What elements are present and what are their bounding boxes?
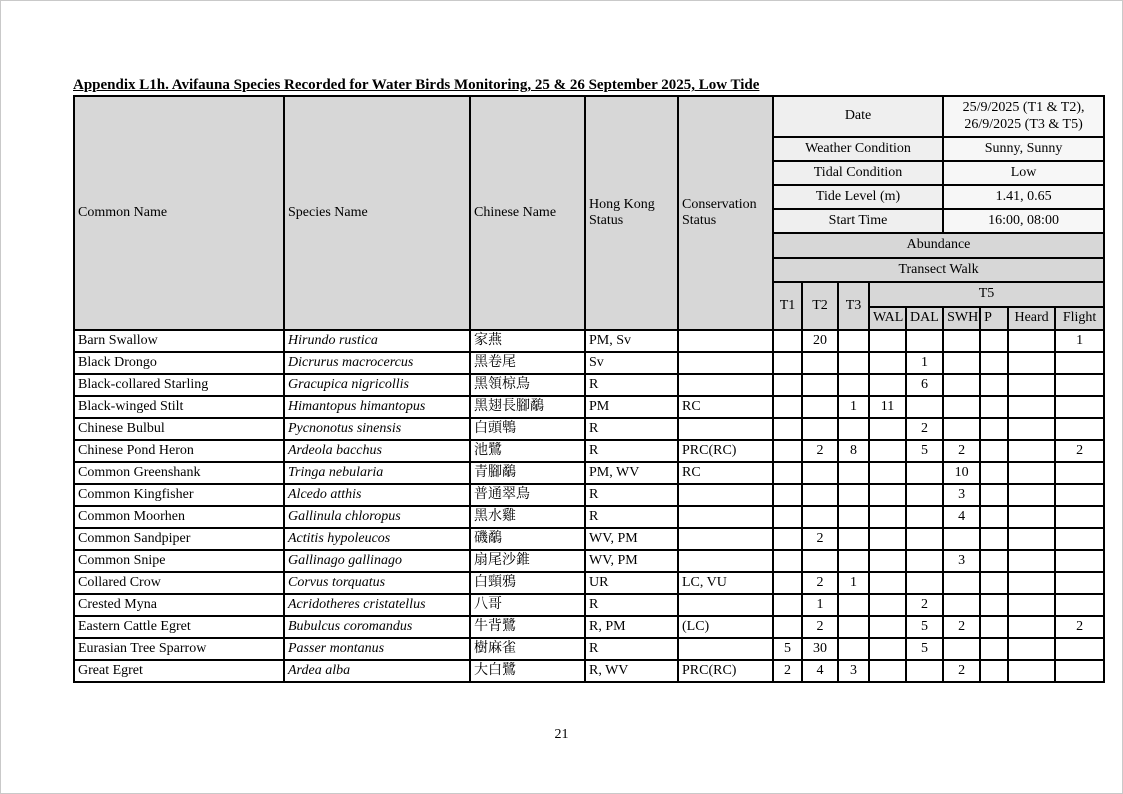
- cell-wal: [869, 594, 906, 616]
- cell-conservation-status: RC: [678, 396, 773, 418]
- cell-conservation-status: [678, 374, 773, 396]
- cell-flight: [1055, 396, 1104, 418]
- cell-p: [980, 616, 1008, 638]
- table-row: [74, 550, 1104, 572]
- cell-flight: [1055, 374, 1104, 396]
- cell-t2: 1: [802, 594, 838, 616]
- cell-t1: [773, 484, 802, 506]
- cell-hong-kong-status: R, PM: [585, 616, 678, 638]
- cell-t3: [838, 638, 869, 660]
- cell-t1: [773, 594, 802, 616]
- cell-heard: [1008, 506, 1055, 528]
- cell-t3: [838, 330, 869, 352]
- header-dal: DAL: [906, 307, 943, 330]
- cell-dal: 2: [906, 418, 943, 440]
- cell-common-name: Barn Swallow: [74, 330, 284, 352]
- header-flight: Flight: [1055, 307, 1104, 330]
- info-label-date: Date: [773, 96, 943, 137]
- cell-dal: [906, 506, 943, 528]
- cell-heard: [1008, 462, 1055, 484]
- table-row: [74, 374, 1104, 396]
- cell-common-name: Common Snipe: [74, 550, 284, 572]
- cell-common-name: Chinese Bulbul: [74, 418, 284, 440]
- cell-heard: [1008, 374, 1055, 396]
- cell-species-name: Himantopus himantopus: [284, 396, 470, 418]
- cell-swh: [943, 352, 980, 374]
- cell-heard: [1008, 594, 1055, 616]
- cell-t3: [838, 418, 869, 440]
- cell-common-name: Chinese Pond Heron: [74, 440, 284, 462]
- cell-flight: 1: [1055, 330, 1104, 352]
- header-chinese-name: Chinese Name: [470, 96, 585, 330]
- cell-heard: [1008, 330, 1055, 352]
- cell-common-name: Common Greenshank: [74, 462, 284, 484]
- header-t2: T2: [802, 282, 838, 330]
- cell-p: [980, 462, 1008, 484]
- cell-swh: 4: [943, 506, 980, 528]
- cell-dal: [906, 484, 943, 506]
- cell-flight: 2: [1055, 440, 1104, 462]
- cell-wal: [869, 572, 906, 594]
- header-swh: SWH: [943, 307, 980, 330]
- cell-species-name: Bubulcus coromandus: [284, 616, 470, 638]
- cell-t1: 5: [773, 638, 802, 660]
- cell-common-name: Common Moorhen: [74, 506, 284, 528]
- info-value-tidal-condition: Low: [943, 161, 1104, 185]
- cell-t2: [802, 550, 838, 572]
- cell-dal: 2: [906, 594, 943, 616]
- cell-common-name: Eurasian Tree Sparrow: [74, 638, 284, 660]
- cell-heard: [1008, 638, 1055, 660]
- cell-chinese-name: 池鷺: [470, 440, 585, 462]
- cell-common-name: Black-collared Starling: [74, 374, 284, 396]
- cell-conservation-status: [678, 550, 773, 572]
- header-t5: T5: [869, 282, 1104, 307]
- cell-t1: [773, 550, 802, 572]
- cell-t1: [773, 440, 802, 462]
- cell-chinese-name: 黑卷尾: [470, 352, 585, 374]
- cell-heard: [1008, 528, 1055, 550]
- cell-flight: [1055, 418, 1104, 440]
- cell-t3: 1: [838, 572, 869, 594]
- cell-conservation-status: LC, VU: [678, 572, 773, 594]
- cell-hong-kong-status: PM, Sv: [585, 330, 678, 352]
- cell-t2: [802, 484, 838, 506]
- info-value-tide-level: 1.41, 0.65: [943, 185, 1104, 209]
- cell-p: [980, 418, 1008, 440]
- cell-heard: [1008, 572, 1055, 594]
- cell-wal: [869, 660, 906, 682]
- header-transect-walk: Transect Walk: [773, 258, 1104, 282]
- cell-dal: [906, 528, 943, 550]
- cell-wal: 11: [869, 396, 906, 418]
- table-row: [74, 418, 1104, 440]
- cell-conservation-status: [678, 638, 773, 660]
- cell-species-name: Acridotheres cristatellus: [284, 594, 470, 616]
- table-row: [74, 352, 1104, 374]
- cell-wal: [869, 550, 906, 572]
- cell-conservation-status: [678, 484, 773, 506]
- species-table-header: [74, 96, 1104, 330]
- cell-conservation-status: [678, 506, 773, 528]
- species-table-body: [74, 330, 1104, 682]
- cell-swh: 2: [943, 616, 980, 638]
- cell-p: [980, 440, 1008, 462]
- cell-heard: [1008, 396, 1055, 418]
- cell-chinese-name: 八哥: [470, 594, 585, 616]
- cell-dal: 6: [906, 374, 943, 396]
- cell-dal: 5: [906, 638, 943, 660]
- cell-common-name: Collared Crow: [74, 572, 284, 594]
- cell-chinese-name: 牛背鷺: [470, 616, 585, 638]
- info-label-tide-level: Tide Level (m): [773, 185, 943, 209]
- cell-wal: [869, 462, 906, 484]
- table-row: [74, 330, 1104, 352]
- cell-species-name: Ardea alba: [284, 660, 470, 682]
- cell-t2: 2: [802, 440, 838, 462]
- cell-dal: [906, 462, 943, 484]
- table-row: [74, 484, 1104, 506]
- cell-dal: [906, 396, 943, 418]
- info-value-date: 25/9/2025 (T1 & T2), 26/9/2025 (T3 & T5): [943, 96, 1104, 137]
- cell-conservation-status: [678, 418, 773, 440]
- cell-species-name: Ardeola bacchus: [284, 440, 470, 462]
- cell-conservation-status: [678, 352, 773, 374]
- info-label-weather: Weather Condition: [773, 137, 943, 161]
- cell-conservation-status: [678, 594, 773, 616]
- cell-swh: [943, 572, 980, 594]
- cell-common-name: Eastern Cattle Egret: [74, 616, 284, 638]
- cell-flight: 2: [1055, 616, 1104, 638]
- cell-common-name: Common Sandpiper: [74, 528, 284, 550]
- cell-flight: [1055, 660, 1104, 682]
- cell-hong-kong-status: R, WV: [585, 660, 678, 682]
- cell-swh: [943, 396, 980, 418]
- cell-dal: [906, 660, 943, 682]
- cell-hong-kong-status: R: [585, 594, 678, 616]
- cell-swh: [943, 374, 980, 396]
- cell-species-name: Gracupica nigricollis: [284, 374, 470, 396]
- header-p: P: [980, 307, 1008, 330]
- cell-heard: [1008, 484, 1055, 506]
- cell-t3: [838, 506, 869, 528]
- cell-dal: [906, 330, 943, 352]
- cell-conservation-status: RC: [678, 462, 773, 484]
- cell-t1: [773, 418, 802, 440]
- cell-chinese-name: 白頭鵯: [470, 418, 585, 440]
- cell-chinese-name: 黑領椋鳥: [470, 374, 585, 396]
- cell-t1: 2: [773, 660, 802, 682]
- cell-swh: [943, 594, 980, 616]
- cell-wal: [869, 616, 906, 638]
- cell-t2: 2: [802, 572, 838, 594]
- cell-hong-kong-status: R: [585, 506, 678, 528]
- cell-species-name: Tringa nebularia: [284, 462, 470, 484]
- cell-dal: 5: [906, 440, 943, 462]
- cell-common-name: Common Kingfisher: [74, 484, 284, 506]
- info-label-start-time: Start Time: [773, 209, 943, 233]
- cell-species-name: Dicrurus macrocercus: [284, 352, 470, 374]
- cell-heard: [1008, 660, 1055, 682]
- cell-swh: 2: [943, 660, 980, 682]
- cell-heard: [1008, 550, 1055, 572]
- cell-t2: [802, 418, 838, 440]
- table-row: [74, 638, 1104, 660]
- cell-species-name: Corvus torquatus: [284, 572, 470, 594]
- header-common-name: Common Name: [74, 96, 284, 330]
- cell-flight: [1055, 528, 1104, 550]
- cell-t3: 3: [838, 660, 869, 682]
- cell-p: [980, 572, 1008, 594]
- cell-flight: [1055, 550, 1104, 572]
- cell-wal: [869, 374, 906, 396]
- cell-flight: [1055, 462, 1104, 484]
- cell-t3: 8: [838, 440, 869, 462]
- cell-t2: 4: [802, 660, 838, 682]
- cell-hong-kong-status: UR: [585, 572, 678, 594]
- cell-t2: [802, 506, 838, 528]
- cell-p: [980, 506, 1008, 528]
- cell-t3: [838, 550, 869, 572]
- cell-wal: [869, 484, 906, 506]
- cell-p: [980, 352, 1008, 374]
- table-row: [74, 594, 1104, 616]
- cell-p: [980, 484, 1008, 506]
- cell-flight: [1055, 506, 1104, 528]
- cell-wal: [869, 638, 906, 660]
- cell-wal: [869, 440, 906, 462]
- cell-t3: [838, 594, 869, 616]
- cell-species-name: Actitis hypoleucos: [284, 528, 470, 550]
- cell-hong-kong-status: PM: [585, 396, 678, 418]
- cell-common-name: Black-winged Stilt: [74, 396, 284, 418]
- cell-p: [980, 396, 1008, 418]
- cell-p: [980, 330, 1008, 352]
- header-hong-kong-status: Hong Kong Status: [585, 96, 678, 330]
- header-t1: T1: [773, 282, 802, 330]
- cell-t3: [838, 374, 869, 396]
- cell-heard: [1008, 440, 1055, 462]
- cell-t2: 2: [802, 528, 838, 550]
- cell-t2: 2: [802, 616, 838, 638]
- cell-conservation-status: (LC): [678, 616, 773, 638]
- cell-flight: [1055, 594, 1104, 616]
- cell-t3: [838, 484, 869, 506]
- header-abundance: Abundance: [773, 233, 1104, 258]
- cell-t1: [773, 396, 802, 418]
- cell-species-name: Gallinago gallinago: [284, 550, 470, 572]
- cell-conservation-status: PRC(RC): [678, 660, 773, 682]
- cell-chinese-name: 青腳鷸: [470, 462, 585, 484]
- cell-species-name: Pycnonotus sinensis: [284, 418, 470, 440]
- cell-t1: [773, 506, 802, 528]
- page-title: Appendix L1h. Avifauna Species Recorded for Water Birds Monitoring, 25 & 26 September 2025, Low Tide: [73, 77, 760, 93]
- cell-chinese-name: 黑水雞: [470, 506, 585, 528]
- header-heard: Heard: [1008, 307, 1055, 330]
- cell-t3: [838, 528, 869, 550]
- cell-hong-kong-status: R: [585, 418, 678, 440]
- cell-heard: [1008, 616, 1055, 638]
- cell-hong-kong-status: R: [585, 440, 678, 462]
- cell-species-name: Passer montanus: [284, 638, 470, 660]
- cell-t2: [802, 374, 838, 396]
- info-label-tidal-condition: Tidal Condition: [773, 161, 943, 185]
- header-wal: WAL: [869, 307, 906, 330]
- cell-dal: 1: [906, 352, 943, 374]
- table-row: [74, 572, 1104, 594]
- cell-t1: [773, 374, 802, 396]
- table-row: [74, 528, 1104, 550]
- cell-t2: 20: [802, 330, 838, 352]
- cell-dal: [906, 550, 943, 572]
- cell-t1: [773, 462, 802, 484]
- cell-swh: [943, 528, 980, 550]
- cell-t3: [838, 352, 869, 374]
- cell-wal: [869, 418, 906, 440]
- cell-wal: [869, 506, 906, 528]
- header-conservation-status: Conservation Status: [678, 96, 773, 330]
- cell-common-name: Crested Myna: [74, 594, 284, 616]
- cell-wal: [869, 330, 906, 352]
- cell-t1: [773, 330, 802, 352]
- cell-chinese-name: 扇尾沙錐: [470, 550, 585, 572]
- cell-t3: [838, 462, 869, 484]
- cell-chinese-name: 白頸鴉: [470, 572, 585, 594]
- cell-p: [980, 550, 1008, 572]
- cell-hong-kong-status: R: [585, 638, 678, 660]
- cell-t2: [802, 396, 838, 418]
- cell-p: [980, 594, 1008, 616]
- table-row: [74, 462, 1104, 484]
- species-table: [73, 95, 1105, 683]
- cell-common-name: Black Drongo: [74, 352, 284, 374]
- table-row: [74, 616, 1104, 638]
- cell-t1: [773, 528, 802, 550]
- cell-chinese-name: 磯鷸: [470, 528, 585, 550]
- cell-t1: [773, 572, 802, 594]
- cell-hong-kong-status: Sv: [585, 352, 678, 374]
- cell-hong-kong-status: WV, PM: [585, 550, 678, 572]
- cell-p: [980, 528, 1008, 550]
- cell-heard: [1008, 352, 1055, 374]
- cell-t3: 1: [838, 396, 869, 418]
- cell-hong-kong-status: R: [585, 374, 678, 396]
- cell-p: [980, 638, 1008, 660]
- cell-swh: 2: [943, 440, 980, 462]
- cell-flight: [1055, 484, 1104, 506]
- header-t3: T3: [838, 282, 869, 330]
- cell-wal: [869, 528, 906, 550]
- cell-swh: 3: [943, 550, 980, 572]
- cell-flight: [1055, 638, 1104, 660]
- cell-conservation-status: [678, 528, 773, 550]
- cell-species-name: Hirundo rustica: [284, 330, 470, 352]
- cell-flight: [1055, 352, 1104, 374]
- cell-swh: [943, 330, 980, 352]
- cell-heard: [1008, 418, 1055, 440]
- cell-t2: [802, 352, 838, 374]
- cell-swh: [943, 418, 980, 440]
- cell-hong-kong-status: PM, WV: [585, 462, 678, 484]
- table-row: [74, 440, 1104, 462]
- cell-flight: [1055, 572, 1104, 594]
- header-species-name: Species Name: [284, 96, 470, 330]
- cell-t1: [773, 352, 802, 374]
- cell-chinese-name: 普通翠鳥: [470, 484, 585, 506]
- cell-common-name: Great Egret: [74, 660, 284, 682]
- cell-chinese-name: 黑翅長腳鷸: [470, 396, 585, 418]
- cell-swh: 10: [943, 462, 980, 484]
- cell-swh: 3: [943, 484, 980, 506]
- cell-conservation-status: PRC(RC): [678, 440, 773, 462]
- cell-t2: [802, 462, 838, 484]
- cell-conservation-status: [678, 330, 773, 352]
- table-row: [74, 396, 1104, 418]
- cell-t3: [838, 616, 869, 638]
- cell-species-name: Alcedo atthis: [284, 484, 470, 506]
- cell-dal: [906, 572, 943, 594]
- cell-swh: [943, 638, 980, 660]
- cell-chinese-name: 樹麻雀: [470, 638, 585, 660]
- table-row: [74, 506, 1104, 528]
- info-value-weather: Sunny, Sunny: [943, 137, 1104, 161]
- page-number: 21: [554, 727, 569, 742]
- cell-hong-kong-status: WV, PM: [585, 528, 678, 550]
- cell-p: [980, 374, 1008, 396]
- cell-species-name: Gallinula chloropus: [284, 506, 470, 528]
- cell-hong-kong-status: R: [585, 484, 678, 506]
- table-row: [74, 660, 1104, 682]
- cell-t1: [773, 616, 802, 638]
- cell-wal: [869, 352, 906, 374]
- cell-t2: 30: [802, 638, 838, 660]
- cell-chinese-name: 家燕: [470, 330, 585, 352]
- cell-chinese-name: 大白鷺: [470, 660, 585, 682]
- cell-p: [980, 660, 1008, 682]
- info-value-start-time: 16:00, 08:00: [943, 209, 1104, 233]
- cell-dal: 5: [906, 616, 943, 638]
